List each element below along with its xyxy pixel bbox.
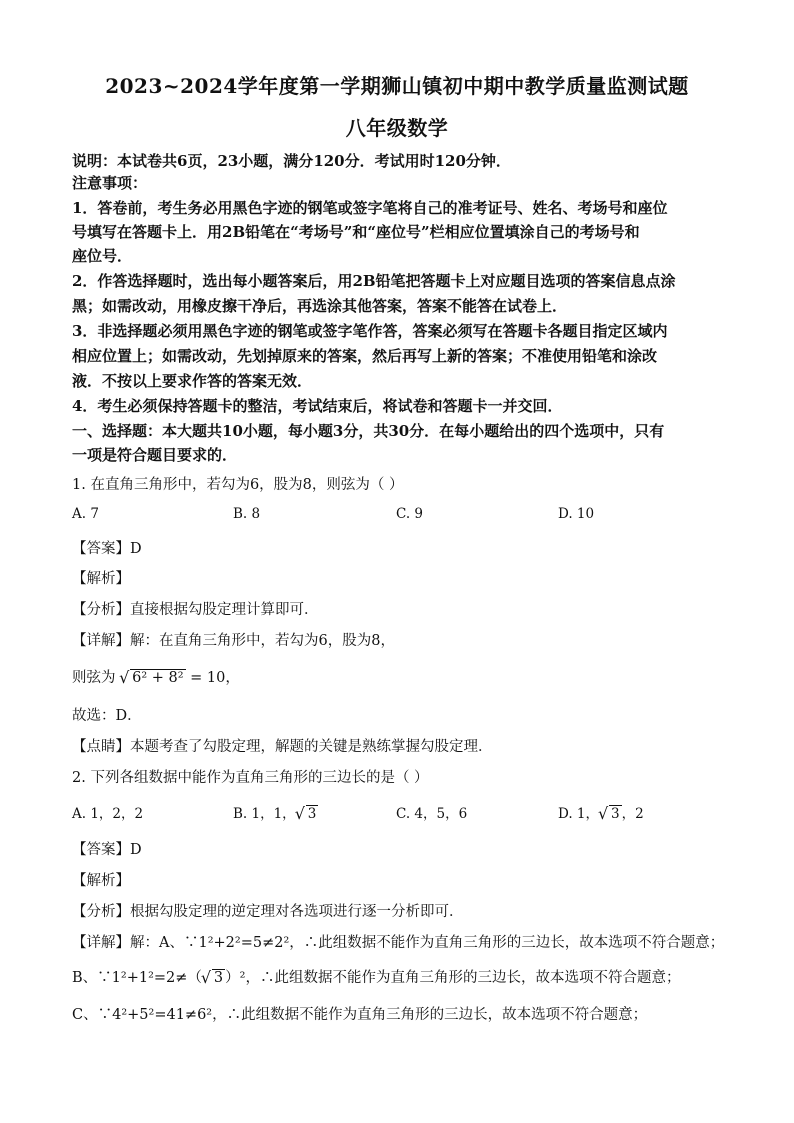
sqrt-radicand: 3 — [213, 970, 224, 986]
q2-option-d-tail: ，2 — [621, 806, 644, 822]
calc-result: = 10， — [190, 670, 240, 686]
detail-line-b-end: ）²，∴此组数据不能作为直角三角形的三边长，故本选项不符合题意； — [225, 970, 681, 986]
note-1-line-2: 号填写在答题卡上．用2B铅笔在“考场号”和“座位号”栏相应位置填涂自己的考场号和 — [72, 223, 640, 241]
q1-answer — [72, 537, 722, 558]
q2-detail-c: C、∵4²+5²=41≠6²，∴此组数据不能作为直角三角形的三边长，故本选项不符合题意； — [72, 1007, 648, 1023]
q1-option-d: D. 10 — [558, 506, 595, 522]
sqrt-expression — [296, 806, 319, 822]
fenxi-tag: 【分析】 — [72, 904, 130, 920]
section-1-line-2: 一项是符合题目要求的． — [72, 446, 238, 464]
q1-option-c: C. 9 — [396, 506, 424, 522]
note-4: 4．考生必须保持答题卡的整洁，考试结束后，将试卷和答题卡一并交回． — [72, 397, 563, 415]
q2-detail-a — [72, 931, 725, 952]
fenxi-text: 直接根据勾股定理计算即可． — [130, 602, 319, 618]
exam-subtitle: 八年级数学 — [345, 116, 449, 140]
q1-conclusion: 故选：D． — [72, 708, 142, 724]
detail-line-a: 解：A、∵1²+2²=5≠2²，∴此组数据不能作为直角三角形的三边长，故本选项不符合题意； — [130, 935, 725, 951]
note-3-line-2: 相应位置上；如需改动，先划掉原来的答案，然后再写上新的答案；不准使用铅笔和涂改 — [72, 347, 658, 365]
q1-calculation — [72, 666, 722, 687]
note-3-line-3: 液．不按以上要求作答的答案无效． — [72, 372, 313, 390]
q1-comment — [72, 735, 722, 756]
q1-option-a: A. 7 — [72, 506, 99, 522]
exam-title: 2023~2024学年度第一学期狮山镇初中期中教学质量监测试题 — [105, 74, 689, 98]
detail-tag: 【详解】 — [72, 935, 130, 951]
q1-analysis-tag: 【解析】 — [72, 571, 130, 587]
note-1-line-3: 座位号． — [72, 247, 133, 265]
note-2-line-2: 黑；如需改动，用橡皮擦干净后，再选涂其他答案，答案不能答在试卷上． — [72, 297, 568, 315]
q2-option-d — [558, 802, 644, 822]
q1-stem: 1. 在直角三角形中，若勾为6，股为8，则弦为（ ） — [72, 477, 404, 493]
q2-detail-b — [72, 966, 722, 987]
q1-detail — [72, 629, 722, 650]
answer-value: D — [130, 541, 142, 557]
sqrt-expression — [202, 970, 225, 986]
q2-option-b-text: B. 1，1， — [233, 806, 296, 822]
sqrt-radicand: 6² + 8² — [132, 670, 184, 686]
sqrt-expression — [599, 806, 622, 822]
q1-fenxi — [72, 598, 722, 619]
q2-answer — [72, 838, 722, 859]
sqrt-expression — [120, 670, 185, 686]
note-3-line-1: 3．非选择题必须用黑色字迹的钢笔或签字笔作答，答案必须写在答题卡各题目指定区域内 — [72, 322, 668, 340]
q2-option-a: A. 1，2，2 — [72, 806, 144, 822]
q2-analysis-tag: 【解析】 — [72, 873, 130, 889]
sqrt-radicand: 3 — [611, 806, 620, 822]
sqrt-radicand: 3 — [307, 806, 317, 822]
note-2-line-1: 2．作答选择题时，选出每小题答案后，用2B铅笔把答题卡上对应题目选项的答案信息点涂 — [72, 272, 676, 290]
description: 说明：本试卷共6页，23小题，满分120分．考试用时120分钟． — [72, 152, 511, 170]
fenxi-tag: 【分析】 — [72, 602, 130, 618]
comment-tag: 【点睛】 — [72, 739, 130, 755]
q2-stem: 2. 下列各组数据中能作为直角三角形的三边长的是（ ） — [72, 770, 429, 786]
detail-line-b-start: B、∵1²+1²=2≠（ — [72, 970, 202, 986]
note-1-line-1: 1．答卷前，考生务必用黑色字迹的钢笔或签字笔将自己的准考证号、姓名、考场号和座位 — [72, 199, 668, 217]
section-1-line-1: 一、选择题：本大题共10小题，每小题3分，共30分．在每小题给出的四个选项中，只有 — [72, 422, 665, 440]
comment-text: 本题考查了勾股定理，解题的关键是熟练掌握勾股定理． — [130, 739, 493, 755]
answer-value: D — [130, 842, 142, 858]
q1-option-b: B. 8 — [233, 506, 261, 522]
detail-tag: 【详解】 — [72, 633, 130, 649]
q2-option-b — [233, 802, 318, 822]
q2-option-c: C. 4，5，6 — [396, 806, 468, 822]
calc-prefix: 则弦为 — [72, 670, 116, 686]
q2-fenxi — [72, 900, 722, 921]
answer-tag: 【答案】 — [72, 842, 130, 858]
fenxi-text: 根据勾股定理的逆定理对各选项进行逐一分析即可． — [130, 904, 464, 920]
detail-text: 解：在直角三角形中，若勾为6，股为8， — [130, 633, 395, 649]
answer-tag: 【答案】 — [72, 541, 130, 557]
q2-option-d-text: D. 1， — [558, 806, 600, 822]
notes-header: 注意事项： — [72, 174, 148, 192]
